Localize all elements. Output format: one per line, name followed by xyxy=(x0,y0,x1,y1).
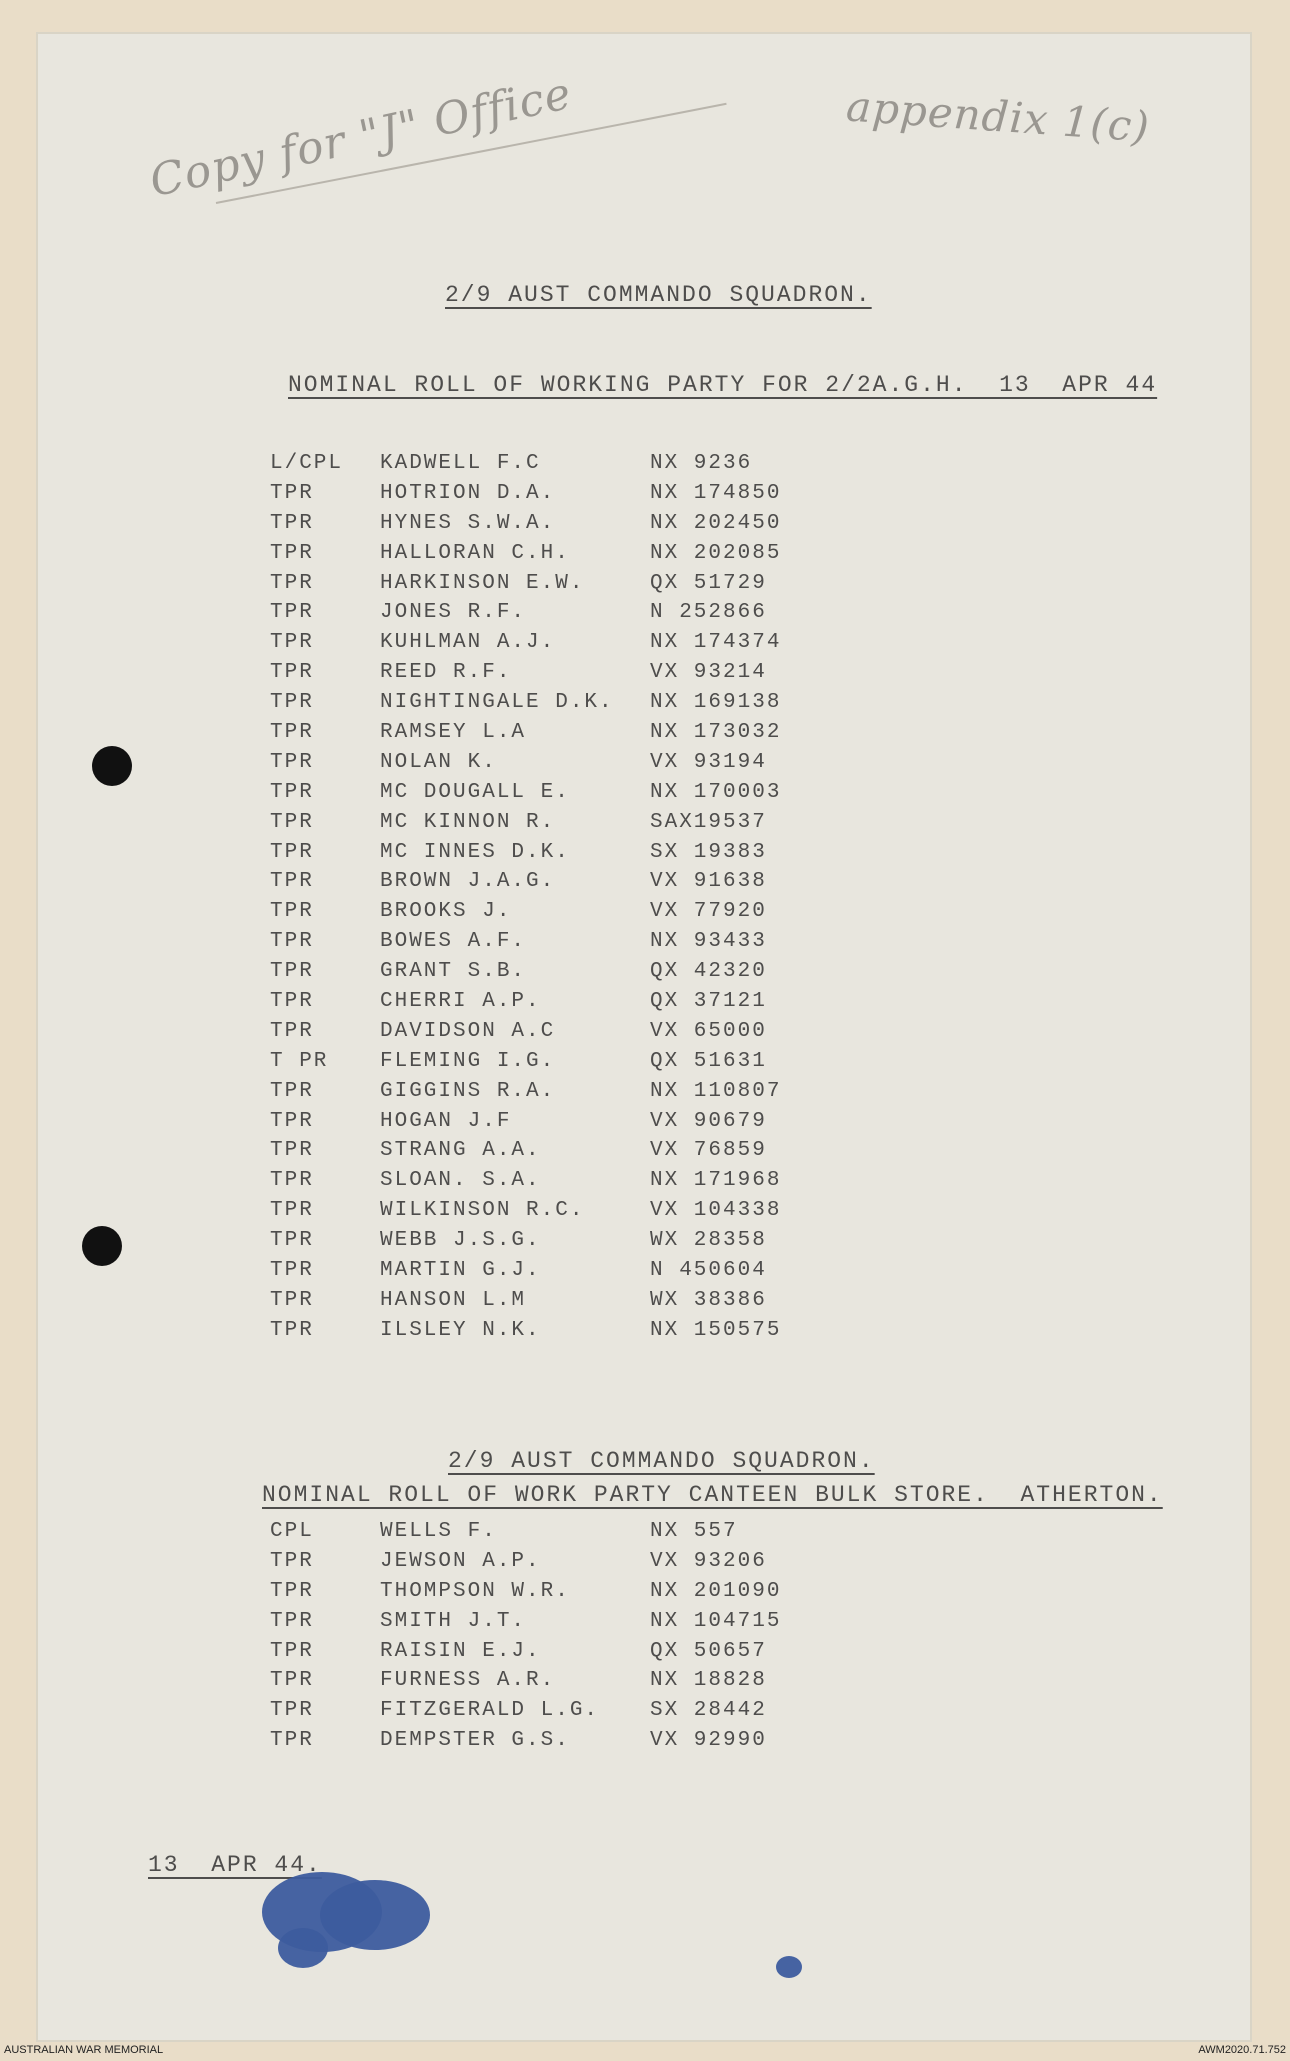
rank-cell: TPR xyxy=(270,1729,314,1753)
name-cell: HARKINSON E.W. xyxy=(380,571,585,595)
name-cell: WEBB J.S.G. xyxy=(380,1229,541,1253)
name-cell: MC INNES D.K. xyxy=(380,840,570,864)
rank-cell: TPR xyxy=(270,990,314,1014)
service-number-cell: QX 51631 xyxy=(650,1049,767,1073)
rank-cell: TPR xyxy=(270,1109,314,1133)
name-cell: FURNESS A.R. xyxy=(380,1669,556,1693)
service-number-cell: NX 174850 xyxy=(650,481,782,505)
name-cell: BOWES A.F. xyxy=(380,930,527,954)
name-cell: HOGAN J.F xyxy=(380,1109,512,1133)
name-cell: SLOAN. S.A. xyxy=(380,1169,541,1193)
rank-cell: TPR xyxy=(270,1229,314,1253)
name-cell: MC DOUGALL E. xyxy=(380,780,570,804)
document-page xyxy=(36,32,1252,2042)
rank-cell: TPR xyxy=(270,750,314,774)
name-cell: GRANT S.B. xyxy=(380,960,527,984)
footer-source: AUSTRALIAN WAR MEMORIAL xyxy=(4,2044,164,2056)
name-cell: HYNES S.W.A. xyxy=(380,511,556,535)
name-cell: DEMPSTER G.S. xyxy=(380,1729,570,1753)
service-number-cell: VX 92990 xyxy=(650,1729,767,1753)
rank-cell: TPR xyxy=(270,1669,314,1693)
name-cell: WELLS F. xyxy=(380,1520,497,1543)
service-number-cell: SX 19383 xyxy=(650,840,767,864)
rank-cell: TPR xyxy=(270,960,314,984)
rank-cell: TPR xyxy=(270,1318,314,1342)
ink-spot xyxy=(776,1956,802,1978)
service-number-cell: NX 202085 xyxy=(650,541,782,565)
name-cell: JEWSON A.P. xyxy=(380,1549,541,1573)
name-cell: BROWN J.A.G. xyxy=(380,870,556,894)
service-number-cell: NX 93433 xyxy=(650,930,767,954)
service-number-cell: VX 104338 xyxy=(650,1199,782,1223)
name-cell: ILSLEY N.K. xyxy=(380,1318,541,1342)
service-number-cell: VX 93206 xyxy=(650,1549,767,1573)
service-number-cell: QX 50657 xyxy=(650,1639,767,1663)
name-cell: STRANG A.A. xyxy=(380,1139,541,1163)
rank-cell: TPR xyxy=(270,930,314,954)
document-date: 13 APR 44. xyxy=(148,1852,322,1878)
rank-cell: TPR xyxy=(270,571,314,595)
rank-cell: TPR xyxy=(270,1579,314,1603)
section1-unit: 2/9 AUST COMMANDO SQUADRON. xyxy=(445,282,872,308)
handwritten-appendix: appendix 1(c) xyxy=(844,81,1152,152)
rank-cell: TPR xyxy=(270,1019,314,1043)
service-number-cell: WX 28358 xyxy=(650,1229,767,1253)
service-number-cell: QX 51729 xyxy=(650,571,767,595)
rank-cell: TPR xyxy=(270,1079,314,1103)
name-cell: GIGGINS R.A. xyxy=(380,1079,556,1103)
rank-cell: TPR xyxy=(270,1609,314,1633)
name-cell: MARTIN G.J. xyxy=(380,1259,541,1283)
name-cell: FITZGERALD L.G. xyxy=(380,1699,600,1723)
service-number-cell: N 252866 xyxy=(650,601,767,625)
rank-cell: TPR xyxy=(270,1549,314,1573)
name-cell: KADWELL F.C xyxy=(380,452,541,475)
name-cell: THOMPSON W.R. xyxy=(380,1579,570,1603)
service-number-cell: NX 170003 xyxy=(650,780,782,804)
name-cell: HALLORAN C.H. xyxy=(380,541,570,565)
service-number-cell: VX 93194 xyxy=(650,750,767,774)
punch-hole-top xyxy=(92,746,132,786)
service-number-cell: N 450604 xyxy=(650,1259,767,1283)
footer-id: AWM2020.71.752 xyxy=(1198,2044,1286,2056)
rank-cell: TPR xyxy=(270,481,314,505)
rank-cell: TPR xyxy=(270,1288,314,1312)
rank-cell: CPL xyxy=(270,1520,314,1543)
rank-cell: TPR xyxy=(270,1259,314,1283)
service-number-cell: WX 38386 xyxy=(650,1288,767,1312)
rank-cell: TPR xyxy=(270,601,314,625)
service-number-cell: SX 28442 xyxy=(650,1699,767,1723)
ink-stain-drip xyxy=(278,1928,328,1968)
service-number-cell: NX 174374 xyxy=(650,631,782,655)
rank-cell: TPR xyxy=(270,631,314,655)
rank-cell: TPR xyxy=(270,900,314,924)
name-cell: RAMSEY L.A xyxy=(380,721,527,745)
rank-cell: TPR xyxy=(270,870,314,894)
name-cell: NIGHTINGALE D.K. xyxy=(380,691,614,715)
rank-cell: L/CPL xyxy=(270,452,344,475)
service-number-cell: NX 201090 xyxy=(650,1579,782,1603)
rank-cell: TPR xyxy=(270,691,314,715)
rank-cell: TPR xyxy=(270,1199,314,1223)
service-number-cell: QX 42320 xyxy=(650,960,767,984)
rank-cell: TPR xyxy=(270,1139,314,1163)
name-cell: BROOKS J. xyxy=(380,900,512,924)
rank-cell: TPR xyxy=(270,1169,314,1193)
name-cell: MC KINNON R. xyxy=(380,810,556,834)
service-number-cell: VX 65000 xyxy=(650,1019,767,1043)
service-number-cell: NX 171968 xyxy=(650,1169,782,1193)
service-number-cell: VX 77920 xyxy=(650,900,767,924)
service-number-cell: NX 18828 xyxy=(650,1669,767,1693)
name-cell: CHERRI A.P. xyxy=(380,990,541,1014)
name-cell: NOLAN K. xyxy=(380,750,497,774)
name-cell: JONES R.F. xyxy=(380,601,527,625)
service-number-cell: NX 169138 xyxy=(650,691,782,715)
service-number-cell: VX 90679 xyxy=(650,1109,767,1133)
service-number-cell: NX 104715 xyxy=(650,1609,782,1633)
name-cell: RAISIN E.J. xyxy=(380,1639,541,1663)
service-number-cell: NX 202450 xyxy=(650,511,782,535)
rank-cell: TPR xyxy=(270,1699,314,1723)
rank-cell: TPR xyxy=(270,541,314,565)
name-cell: WILKINSON R.C. xyxy=(380,1199,585,1223)
service-number-cell: NX 110807 xyxy=(650,1079,782,1103)
rank-cell: TPR xyxy=(270,721,314,745)
rank-cell: TPR xyxy=(270,1639,314,1663)
service-number-cell: NX 9236 xyxy=(650,452,753,475)
service-number-cell: NX 150575 xyxy=(650,1318,782,1342)
name-cell: HOTRION D.A. xyxy=(380,481,556,505)
service-number-cell: NX 173032 xyxy=(650,721,782,745)
handwritten-note: Copy for "J" Office xyxy=(145,67,577,208)
service-number-cell: VX 93214 xyxy=(650,661,767,685)
name-cell: REED R.F. xyxy=(380,661,512,685)
section2-title: NOMINAL ROLL OF WORK PARTY CANTEEN BULK STORE. ATHERTON. xyxy=(262,1482,1163,1508)
rank-cell: TPR xyxy=(270,810,314,834)
service-number-cell: VX 76859 xyxy=(650,1139,767,1163)
service-number-cell: SAX19537 xyxy=(650,810,767,834)
service-number-cell: QX 37121 xyxy=(650,990,767,1014)
name-cell: KUHLMAN A.J. xyxy=(380,631,556,655)
service-number-cell: VX 91638 xyxy=(650,870,767,894)
rank-cell: TPR xyxy=(270,840,314,864)
service-number-cell: NX 557 xyxy=(650,1520,738,1543)
rank-cell: TPR xyxy=(270,661,314,685)
name-cell: HANSON L.M xyxy=(380,1288,527,1312)
section1-title: NOMINAL ROLL OF WORKING PARTY FOR 2/2A.G.H. 13 APR 44 xyxy=(288,372,1158,398)
rank-cell: T PR xyxy=(270,1049,329,1073)
name-cell: DAVIDSON A.C xyxy=(380,1019,556,1043)
section2-unit: 2/9 AUST COMMANDO SQUADRON. xyxy=(448,1448,875,1474)
name-cell: SMITH J.T. xyxy=(380,1609,527,1633)
name-cell: FLEMING I.G. xyxy=(380,1049,556,1073)
rank-cell: TPR xyxy=(270,780,314,804)
rank-cell: TPR xyxy=(270,511,314,535)
ink-stain-lobe xyxy=(320,1880,430,1950)
punch-hole-bottom xyxy=(82,1226,122,1266)
